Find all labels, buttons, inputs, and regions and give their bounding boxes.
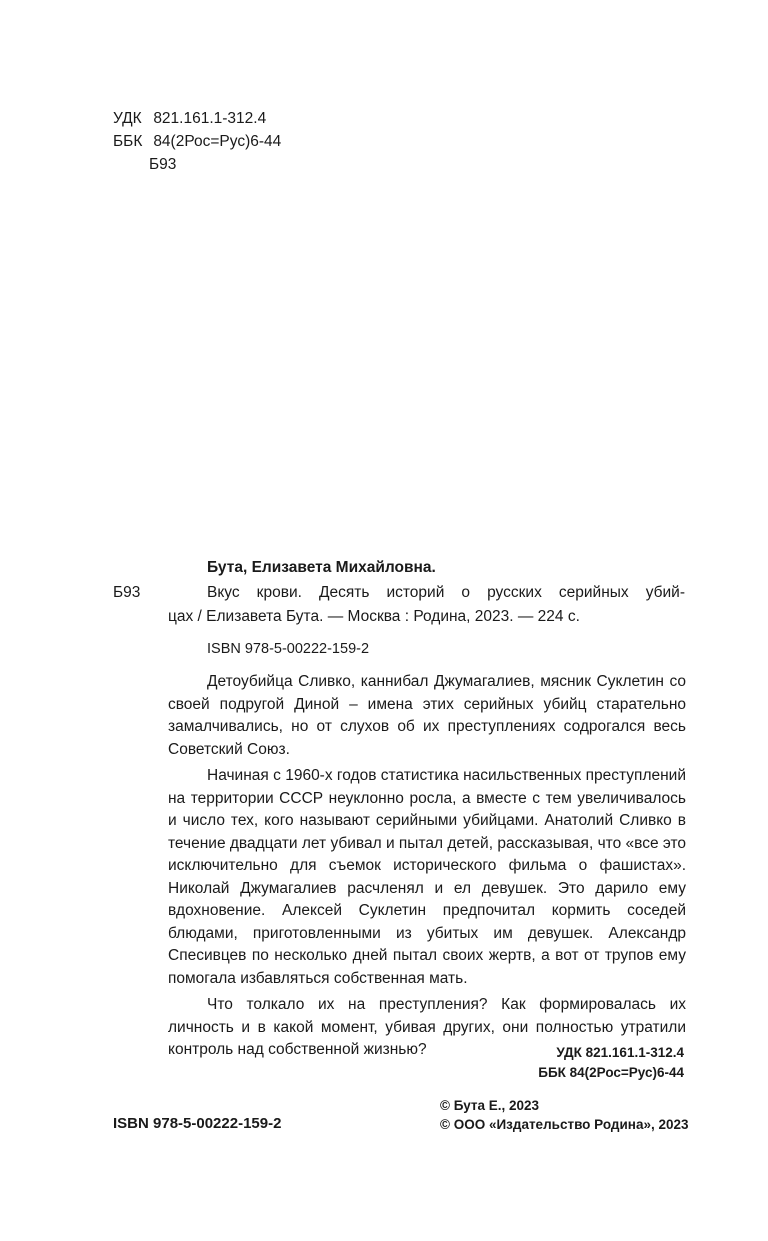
annotation-block bbox=[168, 671, 686, 1062]
annotation-paragraph-2: Начиная с 1960-х годов статистика насильственных преступлений на территории СССР неуклонно росла, а вместе с тем увеличивалось и число тех, кого называют серийными убийцами. Анатолий Сливко в течение двадцати лет убивал и пытал детей, рассказывая, что «все это исключительно для съемок исторического фильма о фашистах». Николай Джумагалиев расчленял и ел девушек. Это дарило ему вдохновение. Алексей Суклетин предпочитал кормить соседей блюдами, приготовленными из убитых им девушек. Александр Спесивцев по несколько дней пытал своих жертв, а вот от трупов ему помогала избавляться собственная мать. bbox=[168, 767, 686, 987]
udk-line-bottom: УДК 821.161.1-312.4 bbox=[556, 1045, 684, 1060]
record-isbn: ISBN 978-5-00222-159-2 bbox=[207, 641, 370, 657]
bbk-value: 84(2Рос=Рус)6-44 bbox=[153, 133, 282, 150]
author-heading: Бута, Елизавета Михайловна. bbox=[207, 559, 436, 576]
footer-isbn: ISBN 978-5-00222-159-2 bbox=[113, 1115, 282, 1132]
udk-label: УДК bbox=[113, 110, 142, 127]
annotation-paragraph-3: Что толкало их на преступления? Как формировалась их личность и в какой момент, убивая других, они полностью утратили контроль над собственной жизнью? bbox=[168, 996, 686, 1058]
author-mark-top: Б93 bbox=[149, 156, 177, 173]
bbk-label: ББК bbox=[113, 133, 143, 150]
title-line-2: цах / Елизавета Бута. — Москва : Родина, 2023. — 224 с. bbox=[168, 608, 580, 625]
title-line-1: Вкус крови. Десять историй о русских серийных убий- bbox=[207, 584, 685, 601]
bbk-line-top bbox=[113, 132, 281, 152]
annotation-paragraph-1: Детоубийца Сливко, каннибал Джумагалиев, мясник Суклетин со своей подругой Диной – имена этих серийных убийц старательно замалчивались, но от слухов об их преступлениях содрогался весь Советский Союз. bbox=[168, 673, 686, 758]
author-mark: Б93 bbox=[113, 584, 141, 601]
udk-value: 821.161.1-312.4 bbox=[153, 110, 267, 127]
udk-line-top bbox=[113, 109, 266, 129]
bbk-line-bottom: ББК 84(2Рос=Рус)6-44 bbox=[538, 1065, 684, 1080]
copyright-author: © Бута Е., 2023 bbox=[440, 1098, 540, 1113]
copyright-publisher: © ООО «Издательство Родина», 2023 bbox=[440, 1117, 689, 1132]
